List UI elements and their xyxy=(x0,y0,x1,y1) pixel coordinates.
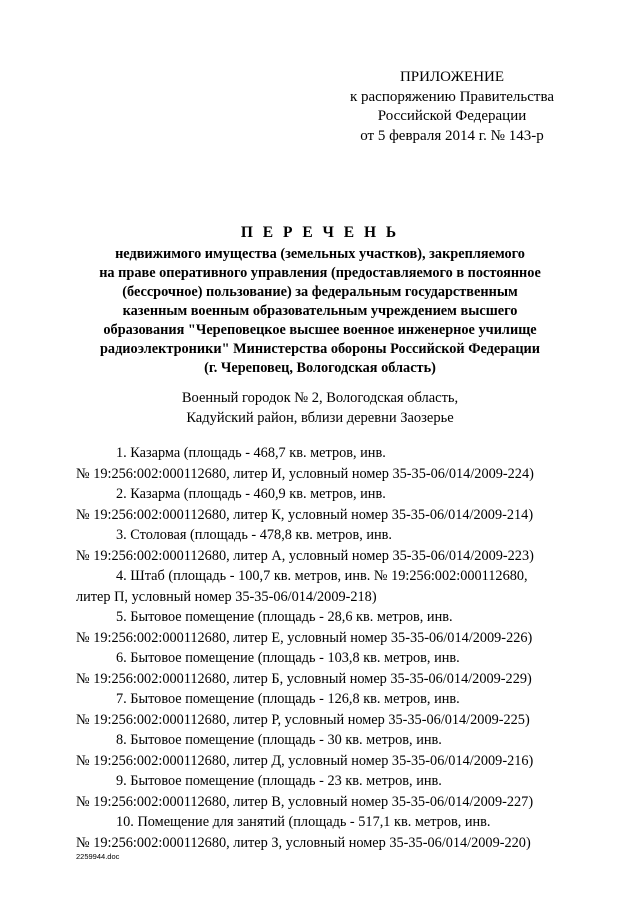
item-text: 9. Бытовое помещение (площадь - 23 кв. метров, инв. xyxy=(116,773,442,789)
item-text-continued: № 19:256:002:000112680, литер К, условный номер 35-35-06/014/2009-214) xyxy=(76,506,534,523)
list-item xyxy=(76,730,566,771)
item-text: 5. Бытовое помещение (площадь - 28,6 кв. метров, инв. xyxy=(116,609,453,625)
item-text: 3. Столовая (площадь - 478,8 кв. метров, инв. xyxy=(116,527,392,543)
subtitle-line: радиоэлектроники" Министерства обороны Российской Федерации xyxy=(99,341,541,357)
item-text: 6. Бытовое помещение (площадь - 103,8 кв. метров, инв. xyxy=(116,650,460,666)
list-item xyxy=(76,443,566,484)
appendix-reference: к распоряжению Правительства xyxy=(349,88,554,105)
item-text: 10. Помещение для занятий (площадь - 517,1 кв. метров, инв. xyxy=(116,814,491,830)
list-item xyxy=(76,607,566,648)
subtitle-line: на праве оперативного управления (предоставляемого в постоянное xyxy=(99,265,541,281)
list-item xyxy=(76,566,566,607)
item-text-continued: № 19:256:002:000112680, литер А, условный номер 35-35-06/014/2009-223) xyxy=(76,547,534,564)
location-block xyxy=(60,389,580,428)
subtitle-line: недвижимого имущества (земельных участков), закрепляемого xyxy=(115,246,525,262)
item-text-continued: № 19:256:002:000112680, литер И, условный номер 35-35-06/014/2009-224) xyxy=(76,465,534,482)
subtitle-line: образования "Череповецкое высшее военное инженерное училище xyxy=(103,322,537,338)
item-text-continued: № 19:256:002:000112680, литер Д, условный номер 35-35-06/014/2009-216) xyxy=(76,752,534,769)
file-name-footer: 2259944.doc xyxy=(76,852,120,861)
property-list xyxy=(76,443,566,853)
list-item xyxy=(76,689,566,730)
appendix-heading: ПРИЛОЖЕНИЕ xyxy=(399,69,505,85)
list-item xyxy=(76,525,566,566)
item-text: 7. Бытовое помещение (площадь - 126,8 кв. метров, инв. xyxy=(116,691,460,707)
list-item xyxy=(76,484,566,525)
item-text-continued: № 19:256:002:000112680, литер В, условный номер 35-35-06/014/2009-227) xyxy=(76,793,534,810)
item-text: 4. Штаб (площадь - 100,7 кв. метров, инв. № 19:256:002:000112680, xyxy=(116,568,528,584)
appendix-block xyxy=(332,68,572,146)
item-text-continued: литер П, условный номер 35-35-06/014/2009-218) xyxy=(76,588,377,605)
item-text: 1. Казарма (площадь - 468,7 кв. метров, инв. xyxy=(116,445,386,461)
item-text: 8. Бытовое помещение (площадь - 30 кв. метров, инв. xyxy=(116,732,442,748)
item-text-continued: № 19:256:002:000112680, литер Б, условный номер 35-35-06/014/2009-229) xyxy=(76,670,532,687)
location-line: Кадуйский район, вблизи деревни Заозерье xyxy=(186,409,454,426)
appendix-date-number: от 5 февраля 2014 г. № 143-р xyxy=(360,127,544,144)
item-text-continued: № 19:256:002:000112680, литер З, условный номер 35-35-06/014/2009-220) xyxy=(76,834,531,851)
list-item xyxy=(76,812,566,853)
subtitle-line: казенным военным образовательным учреждением высшего xyxy=(122,303,518,319)
appendix-authority: Российской Федерации xyxy=(377,108,527,124)
item-text: 2. Казарма (площадь - 460,9 кв. метров, инв. xyxy=(116,486,386,502)
list-item xyxy=(76,648,566,689)
subtitle-line: (бессрочное) пользование) за федеральным государственным xyxy=(122,284,518,300)
document-title: П Е Р Е Ч Е Н Ь xyxy=(240,224,400,241)
list-item xyxy=(76,771,566,812)
location-line: Военный городок № 2, Вологодская область, xyxy=(181,390,459,406)
item-text-continued: № 19:256:002:000112680, литер Е, условный номер 35-35-06/014/2009-226) xyxy=(76,629,533,646)
subtitle-line: (г. Череповец, Вологодская область) xyxy=(204,360,436,376)
item-text-continued: № 19:256:002:000112680, литер Р, условный номер 35-35-06/014/2009-225) xyxy=(76,711,530,728)
document-subtitle xyxy=(60,245,580,378)
